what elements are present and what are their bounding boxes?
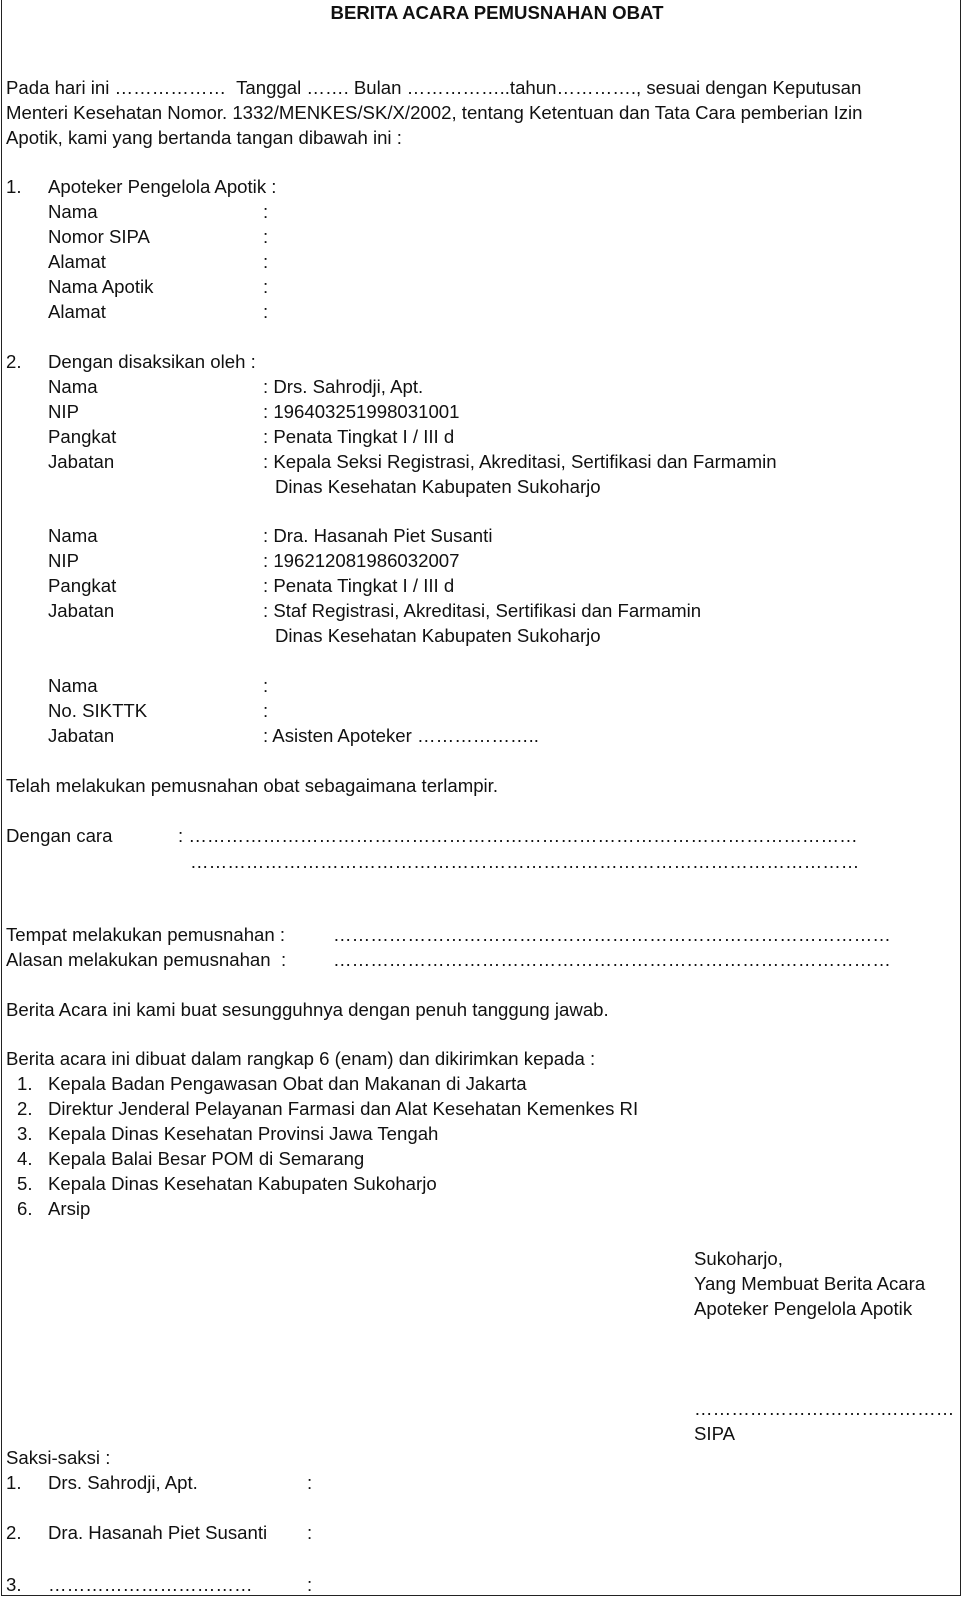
section1-heading: Apoteker Pengelola Apotik : <box>48 176 277 197</box>
signature-role-1: Yang Membuat Berita Acara <box>694 1273 926 1294</box>
field-label: Nama <box>48 201 98 222</box>
list-item: Arsip <box>48 1198 91 1219</box>
field-label: NIP <box>48 550 79 571</box>
method-line-2: ……………………………………………………………………………………………… <box>190 851 860 872</box>
intro-line-1: Pada hari ini ……………… Tanggal ……. Bulan ……………..tahun…………., sesuai dengan Keputusan <box>6 77 862 98</box>
field-value: : <box>263 201 269 222</box>
field-value: : Penata Tingkat I / III d <box>263 575 455 596</box>
witness-colon: : <box>307 1574 313 1595</box>
list-number: 1. <box>17 1073 33 1094</box>
field-label: No. SIKTTK <box>48 700 148 721</box>
list-item: Kepala Dinas Kesehatan Provinsi Jawa Tengah <box>48 1123 439 1144</box>
method-label: Dengan cara <box>6 825 113 846</box>
list-item: Kepala Badan Pengawasan Obat dan Makanan di Jakarta <box>48 1073 527 1094</box>
intro-line-2: Menteri Kesehatan Nomor. 1332/MENKES/SK/X/2002, tentang Ketentuan dan Tata Cara pemberian Izin <box>6 102 863 123</box>
field-label: Nomor SIPA <box>48 226 150 247</box>
witness-colon: : <box>307 1472 313 1493</box>
witness-number: 3. <box>6 1574 22 1595</box>
field-value-continuation: Dinas Kesehatan Kabupaten Sukoharjo <box>275 625 601 646</box>
field-label: Alamat <box>48 251 106 272</box>
place-label: Tempat melakukan pemusnahan : <box>6 924 286 945</box>
place-dots: ……………………………………………………………………………… <box>333 924 891 945</box>
list-item: Kepala Dinas Kesehatan Kabupaten Sukoharjo <box>48 1173 437 1194</box>
field-value: : 196403251998031001 <box>263 401 460 422</box>
witness-number: 2. <box>6 1522 22 1543</box>
field-label: Nama <box>48 525 98 546</box>
field-label: Jabatan <box>48 725 115 746</box>
section2-number: 2. <box>6 351 22 372</box>
witness-colon: : <box>307 1522 313 1543</box>
closing-statement: Berita Acara ini kami buat sesungguhnya dengan penuh tanggung jawab. <box>6 999 609 1020</box>
field-value: : <box>263 675 269 696</box>
method-line-1: : ……………………………………………………………………………………………… <box>178 825 858 846</box>
field-value: : Penata Tingkat I / III d <box>263 426 455 447</box>
field-label: Pangkat <box>48 426 117 447</box>
field-value: : 196212081986032007 <box>263 550 460 571</box>
signature-sipa: SIPA <box>694 1423 735 1444</box>
field-label: Jabatan <box>48 451 115 472</box>
field-label: NIP <box>48 401 79 422</box>
field-value: : Kepala Seksi Registrasi, Akreditasi, Sertifikasi dan Farmamin <box>263 451 777 472</box>
field-label: Pangkat <box>48 575 117 596</box>
field-value: : <box>263 276 269 297</box>
field-label: Nama Apotik <box>48 276 154 297</box>
witnesses-heading: Saksi-saksi : <box>6 1447 111 1468</box>
list-item: Direktur Jenderal Pelayanan Farmasi dan Alat Kesehatan Kemenkes RI <box>48 1098 639 1119</box>
witness-number: 1. <box>6 1472 22 1493</box>
distribution-heading: Berita acara ini dibuat dalam rangkap 6 (enam) dan dikirimkan kepada : <box>6 1048 596 1069</box>
signature-place: Sukoharjo, <box>694 1248 783 1269</box>
field-value: : <box>263 700 269 721</box>
field-label: Nama <box>48 376 98 397</box>
field-value: : Staf Registrasi, Akreditasi, Sertifikasi dan Farmamin <box>263 600 702 621</box>
field-value: : <box>263 301 269 322</box>
field-value: : <box>263 251 269 272</box>
document-title: BERITA ACARA PEMUSNAHAN OBAT <box>330 2 664 23</box>
field-value-continuation: Dinas Kesehatan Kabupaten Sukoharjo <box>275 476 601 497</box>
list-number: 3. <box>17 1123 33 1144</box>
list-number: 2. <box>17 1098 33 1119</box>
list-number: 5. <box>17 1173 33 1194</box>
field-value: : Asisten Apoteker ……………….. <box>263 725 539 746</box>
reason-dots: ……………………………………………………………………………… <box>333 949 891 970</box>
field-label: Alamat <box>48 301 106 322</box>
field-value: : Drs. Sahrodji, Apt. <box>263 376 424 397</box>
field-value: : <box>263 226 269 247</box>
list-item: Kepala Balai Besar POM di Semarang <box>48 1148 365 1169</box>
reason-label: Alasan melakukan pemusnahan : <box>6 949 287 970</box>
section2-heading: Dengan disaksikan oleh : <box>48 351 256 372</box>
witness-name: …………………………… <box>48 1574 253 1595</box>
witness-name: Drs. Sahrodji, Apt. <box>48 1472 198 1493</box>
done-statement: Telah melakukan pemusnahan obat sebagaimana terlampir. <box>6 775 499 796</box>
signature-role-2: Apoteker Pengelola Apotik <box>694 1298 913 1319</box>
field-label: Nama <box>48 675 98 696</box>
list-number: 6. <box>17 1198 33 1219</box>
signature-dots: …………………………………… <box>694 1398 955 1419</box>
field-value: : Dra. Hasanah Piet Susanti <box>263 525 493 546</box>
list-number: 4. <box>17 1148 33 1169</box>
witness-name: Dra. Hasanah Piet Susanti <box>48 1522 268 1543</box>
field-label: Jabatan <box>48 600 115 621</box>
section1-number: 1. <box>6 176 22 197</box>
intro-line-3: Apotik, kami yang bertanda tangan dibawah ini : <box>6 127 402 148</box>
